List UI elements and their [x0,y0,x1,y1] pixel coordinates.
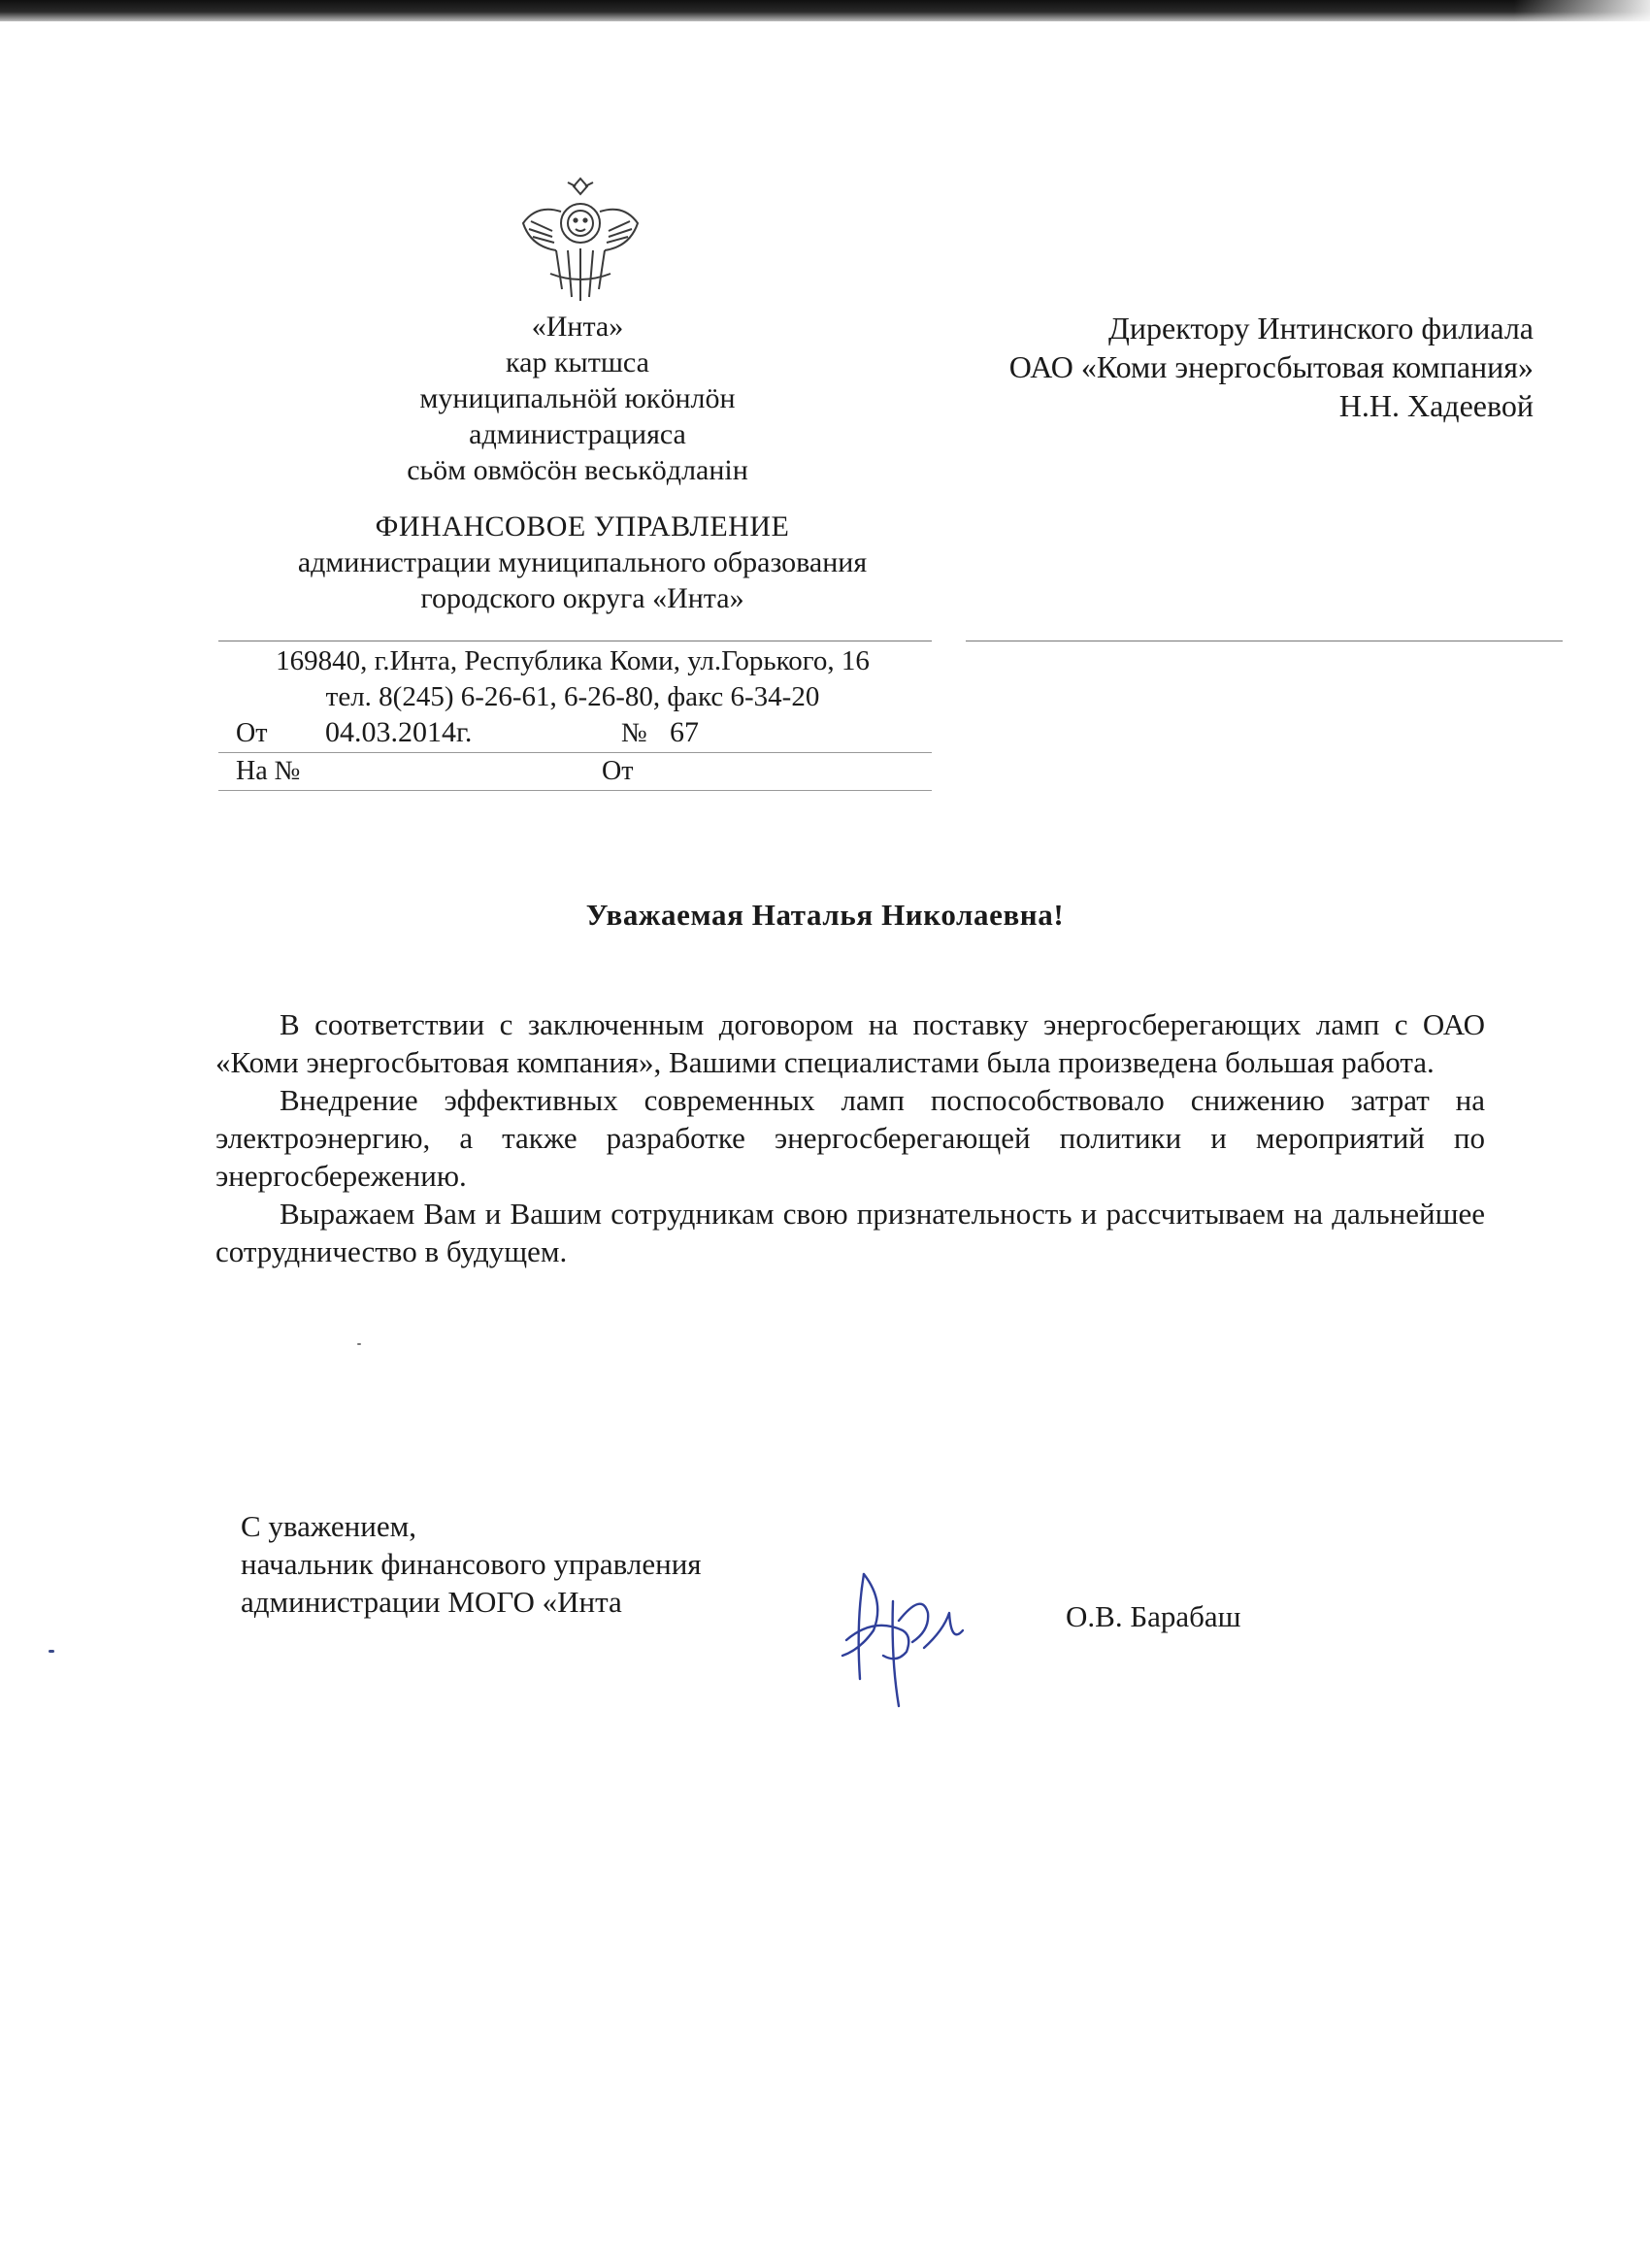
body-paragraph: В соответствии с заключенным договором на поставку энергосберегающих ламп с ОАО «Коми энергосбытовая компания», Вашими специалистами была произведена большая работа. [215,1007,1485,1079]
number-label: № [621,718,647,748]
komi-name-block [349,309,806,488]
komi-bird-emblem-icon [517,173,644,309]
reply-underline [218,790,932,791]
letter-number: 67 [670,716,699,748]
closing-line: С уважением, [241,1509,416,1543]
signer-name: О.В. Барабаш [1066,1599,1241,1633]
scan-top-edge [0,0,1650,21]
scan-top-edge-fade [1514,0,1650,21]
scan-speck [49,1650,54,1653]
closing-block [241,1507,823,1621]
postal-address: 169840, г.Инта, Республика Коми, ул.Горького, 16 [276,645,870,676]
body-paragraph: Выражаем Вам и Вашим сотрудникам свою признательность и рассчитываем на дальнейшее сотрудничество в будущем. [215,1197,1485,1268]
komi-line: муниципальнӧй юкӧнлӧн [419,382,736,414]
komi-line: кар кытшса [506,346,649,378]
department-block [223,509,941,616]
address-block [218,643,927,715]
closing-line: администрации МОГО «Инта [241,1585,622,1619]
department-subtitle-line: администрации муниципального образования [297,546,868,578]
komi-line: сьӧм овмӧсӧн веськӧдланiн [407,454,748,486]
scan-speck [357,1343,361,1345]
recipient-line: ОАО «Коми энергосбытовая компания» [1008,349,1534,384]
reply-from-label: От [602,756,634,786]
from-label: От [236,718,268,748]
body-paragraph: Внедрение эффективных современных ламп поспособствовало снижению затрат на электроэнергию, а также разработке энергосберегающей политики и мероприятий по энергосбережению. [215,1083,1485,1193]
phone-fax: тел. 8(245) 6-26-61, 6-26-80, факс 6-34-20 [325,681,820,712]
komi-line: «Инта» [531,311,624,343]
recipient-line: Директору Интинского филиала [1108,311,1534,345]
letter-body [215,1005,1485,1270]
recipient-line: Н.Н. Хадеевой [1338,388,1534,423]
date-number-underline [218,752,932,753]
handwritten-signature [835,1562,971,1708]
closing-line: начальник финансового управления [241,1547,702,1581]
department-subtitle-line: городского округа «Инта» [420,582,744,614]
reply-to-label: На № [236,756,301,786]
komi-line: администрацияса [469,418,686,450]
letter-date: 04.03.2014г. [325,716,473,748]
greeting: Уважаемая Наталья Николаевна! [585,898,1065,932]
department-title: ФИНАНСОВОЕ УПРАВЛЕНИЕ [375,510,790,542]
recipient-block [932,309,1534,425]
